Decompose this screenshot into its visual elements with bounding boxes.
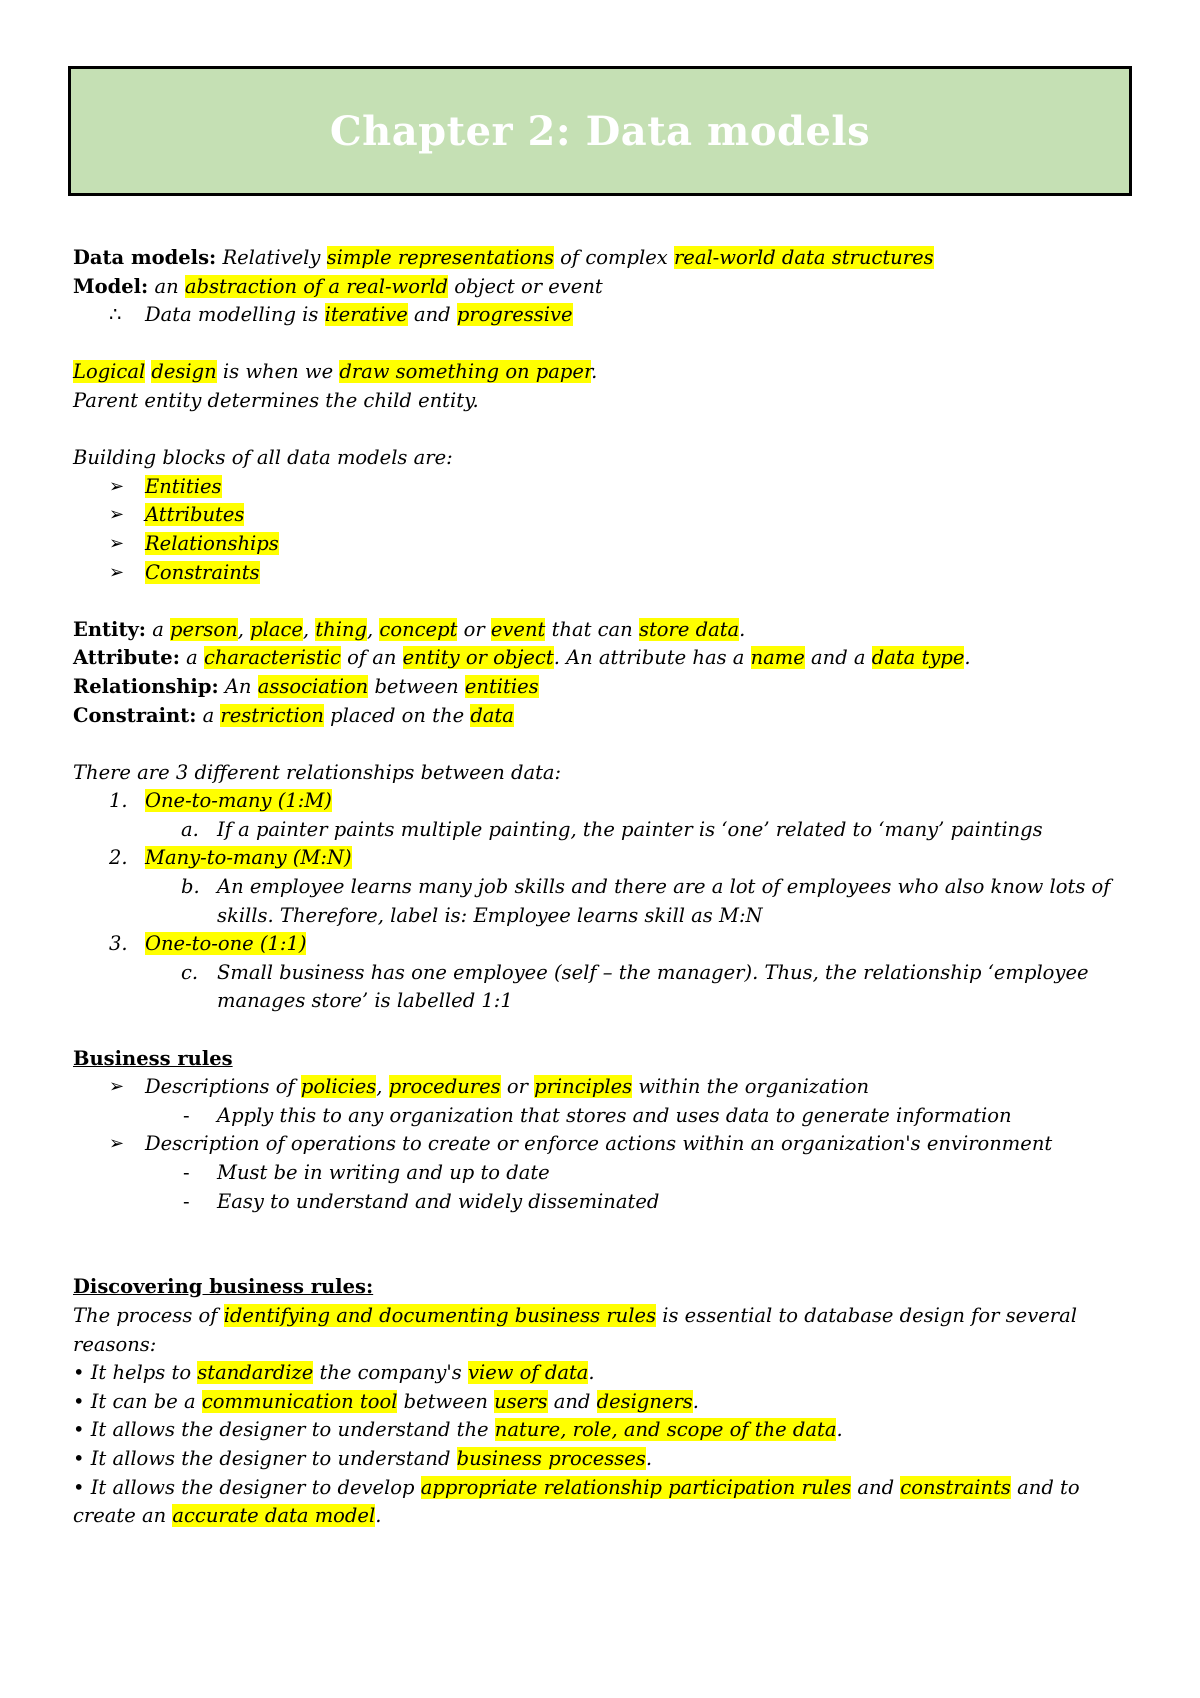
text: .: [645, 1446, 653, 1470]
highlight: association: [257, 674, 369, 698]
text: a: [196, 703, 221, 727]
text: .: [836, 1418, 843, 1442]
highlight: users: [494, 1389, 548, 1413]
text: An employee learns many job skills and there are a lot of employees who also know lots of skills. Therefore, label is: Employee learns skill as M:N: [217, 875, 1111, 927]
highlight: policies: [300, 1075, 377, 1099]
section-heading: Discovering business rules:: [73, 1275, 374, 1299]
highlight: restriction: [220, 703, 324, 727]
list-letter: a.: [181, 817, 199, 841]
text: between: [368, 674, 465, 698]
list-item: [73, 501, 1133, 530]
highlight: simple representations: [326, 246, 554, 269]
text: or: [500, 1075, 535, 1099]
highlight: principles: [534, 1075, 633, 1099]
highlight: view of data: [468, 1361, 589, 1385]
list-item: [73, 559, 1133, 588]
arrow-bullet-icon: ➢: [109, 561, 125, 583]
relationship-example: [73, 816, 1133, 845]
business-rules-heading: [73, 1045, 1133, 1074]
dot-bullet: •: [73, 1389, 85, 1413]
relationship-item: [73, 844, 1133, 873]
highlight: place: [250, 617, 303, 641]
therefore-symbol: ∴: [109, 303, 122, 327]
highlight: One-to-one (1:1): [145, 932, 307, 956]
dot-bullet: •: [73, 1446, 85, 1470]
highlight: concept: [379, 617, 458, 641]
text: Easy to understand and widely disseminated: [217, 1189, 660, 1213]
attribute-definition: [73, 644, 1133, 673]
highlight: appropriate relationship participation rules: [420, 1475, 852, 1499]
highlight: data type: [871, 646, 965, 670]
text: and: [547, 1389, 597, 1413]
term-model: Model:: [73, 274, 149, 298]
text: .: [588, 1361, 595, 1385]
relationships-intro: There are 3 different relationships between data:: [73, 760, 562, 784]
highlight: nature, role, and scope of the data: [494, 1418, 837, 1442]
text: and to create an: [73, 1475, 1080, 1528]
text: .: [964, 646, 971, 670]
text: of complex: [553, 246, 674, 269]
text: ,: [302, 617, 316, 641]
highlight: Entities: [145, 474, 222, 498]
text: within the organization: [632, 1075, 870, 1099]
text: the company's: [313, 1361, 468, 1385]
text: It allows the designer to understand the: [90, 1418, 495, 1442]
text: If a painter paints multiple painting, the painter is ‘one’ related to ‘many’ paintings: [217, 817, 1043, 841]
text: and a: [804, 646, 872, 670]
highlight: accurate data model: [172, 1504, 376, 1528]
highlight: Constraints: [145, 560, 260, 584]
highlight: procedures: [388, 1075, 501, 1099]
dot-bullet: •: [73, 1361, 85, 1385]
highlight: store data: [638, 617, 740, 641]
arrow-bullet-icon: ➢: [109, 1076, 125, 1098]
entity-definition: [73, 616, 1133, 645]
discovering-intro: [73, 1302, 1133, 1359]
highlight: Logical: [73, 360, 146, 384]
highlight: identifying and documenting business rules: [223, 1303, 657, 1327]
highlight: design: [151, 360, 217, 384]
text: and: [851, 1475, 901, 1499]
text: ,: [367, 617, 380, 641]
text: .: [739, 617, 746, 641]
text: .: [692, 1389, 699, 1413]
term-attribute: Attribute:: [73, 646, 180, 670]
text: .: [375, 1504, 382, 1528]
building-blocks-intro: Building blocks of all data models are:: [73, 446, 453, 470]
text: Relatively: [222, 246, 327, 269]
relationship-item: [73, 930, 1133, 959]
relationship-example: [73, 959, 1133, 1016]
text: It can be a: [90, 1389, 202, 1413]
text: Descriptions of: [145, 1075, 301, 1099]
text: Small business has one employee (self – the manager). Thus, the relationship ‘employee manages store’ is labelled 1:1: [217, 960, 1089, 1013]
text: and: [407, 303, 457, 327]
parent-entity-line: Parent entity determines the child entity.: [73, 388, 479, 412]
text: or: [457, 617, 491, 641]
dash-bullet: -: [183, 1189, 190, 1213]
text: Apply this to any organization that stores and uses data to generate information: [217, 1103, 1012, 1127]
text: It helps to: [90, 1361, 198, 1385]
highlight: name: [750, 646, 805, 670]
highlight: abstraction of a real-world: [184, 274, 448, 298]
text: Description of operations to create or enforce actions within an organization's environment: [145, 1132, 1053, 1156]
text: The process of: [73, 1303, 224, 1327]
dot-bullet: •: [73, 1475, 85, 1499]
text: is when we: [216, 360, 340, 384]
chapter-title-box: [68, 66, 1132, 196]
highlight: communication tool: [201, 1389, 398, 1413]
logical-design-line: [73, 358, 1133, 387]
therefore-line: [73, 301, 1133, 330]
relationship-example: [73, 873, 1133, 930]
constraint-definition: [73, 702, 1133, 731]
dot-bullet: •: [73, 1418, 85, 1442]
list-letter: c.: [181, 960, 199, 984]
highlight: Many-to-many (M:N): [145, 846, 352, 870]
highlight: thing: [315, 617, 367, 641]
highlight: data: [470, 703, 514, 727]
highlight: draw something on paper: [339, 360, 592, 384]
document-body: [73, 244, 1133, 1531]
discovering-heading: [73, 1273, 1133, 1302]
arrow-bullet-icon: ➢: [109, 532, 125, 554]
highlight: entities: [464, 674, 539, 698]
relationship-item: [73, 787, 1133, 816]
highlight: Attributes: [145, 503, 245, 527]
text: an: [148, 274, 185, 298]
business-rule-item: [73, 1130, 1133, 1159]
highlight: business processes: [456, 1446, 646, 1470]
text: It allows the designer to develop: [90, 1475, 421, 1499]
highlight: person: [170, 617, 238, 641]
text: Data modelling is: [145, 303, 325, 327]
reason-item: [73, 1416, 1133, 1445]
arrow-bullet-icon: ➢: [109, 504, 125, 526]
term-data-models: Data models:: [73, 246, 217, 269]
text: placed on the: [323, 703, 471, 727]
data-models-definition: [73, 244, 1133, 273]
arrow-bullet-icon: ➢: [109, 475, 125, 497]
reason-item: [73, 1359, 1133, 1388]
highlight: entity or object: [402, 646, 554, 670]
highlight: One-to-many (1:M): [145, 789, 332, 813]
highlight: constraints: [900, 1475, 1011, 1499]
term-entity: Entity:: [73, 617, 146, 641]
reason-item: [73, 1474, 1133, 1531]
chapter-title: Chapter 2: Data models: [329, 107, 871, 155]
dash-bullet: -: [183, 1103, 190, 1127]
list-number: 2.: [109, 846, 128, 870]
list-item: [73, 473, 1133, 502]
highlight: Relationships: [145, 531, 279, 555]
text: ,: [237, 617, 251, 641]
text: .: [591, 360, 598, 384]
text: ,: [376, 1075, 389, 1099]
relationship-definition: [73, 673, 1133, 702]
text: . An attribute has a: [553, 646, 751, 670]
model-definition: [73, 273, 1133, 302]
term-relationship: Relationship:: [73, 674, 219, 698]
business-rule-subitem: [73, 1188, 1133, 1217]
reason-item: [73, 1445, 1133, 1474]
list-number: 1.: [109, 789, 128, 813]
term-constraint: Constraint:: [73, 703, 197, 727]
reason-item: [73, 1388, 1133, 1417]
text: a: [146, 617, 171, 641]
text: a: [179, 646, 204, 670]
highlight: designers: [596, 1389, 693, 1413]
highlight: iterative: [324, 303, 408, 327]
highlight: progressive: [456, 303, 573, 327]
text: object or event: [448, 274, 603, 298]
list-letter: b.: [181, 875, 200, 899]
text: between: [397, 1389, 495, 1413]
arrow-bullet-icon: ➢: [109, 1133, 125, 1155]
dash-bullet: -: [183, 1161, 190, 1184]
highlight: characteristic: [203, 646, 341, 670]
business-rule-subitem: [73, 1159, 1133, 1188]
text: Must be in writing and up to date: [217, 1161, 550, 1184]
highlight: event: [490, 617, 546, 641]
text: An: [218, 674, 258, 698]
business-rule-item: [73, 1073, 1133, 1102]
list-number: 3.: [109, 932, 128, 956]
text: that can: [545, 617, 639, 641]
section-heading: Business rules: [73, 1046, 233, 1070]
text: of an: [340, 646, 403, 670]
highlight: real-world data structures: [673, 246, 934, 269]
text: is essential to database design for several reasons:: [73, 1303, 1077, 1356]
list-item: [73, 530, 1133, 559]
highlight: standardize: [197, 1361, 314, 1385]
text: It allows the designer to understand: [90, 1446, 457, 1470]
business-rule-subitem: [73, 1102, 1133, 1131]
